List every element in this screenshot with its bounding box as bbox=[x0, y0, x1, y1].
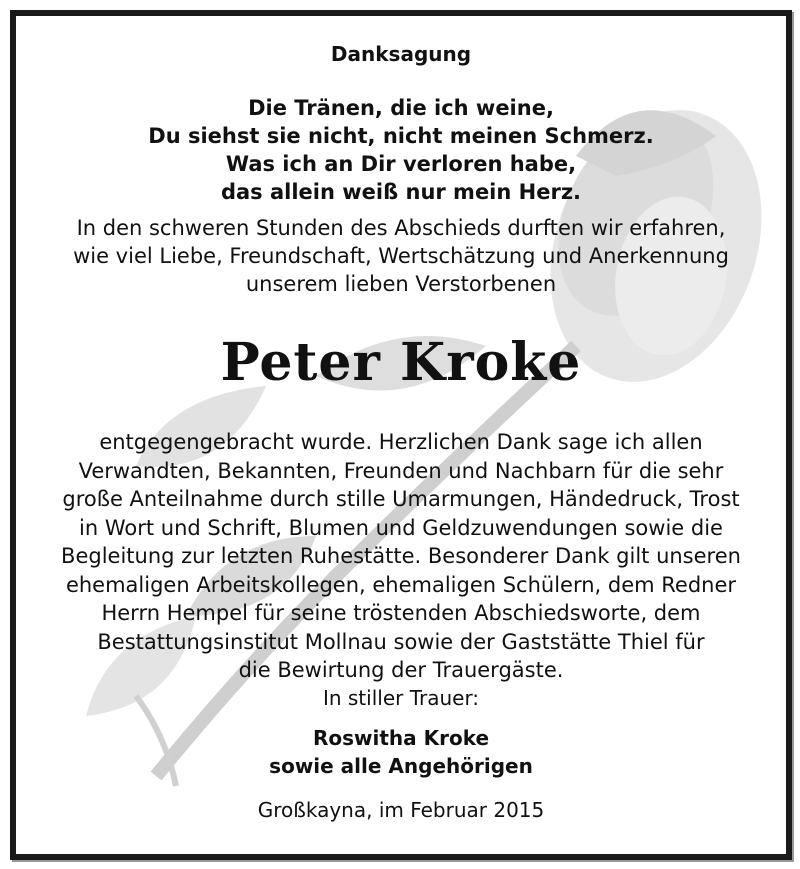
body-line: große Anteilnahme durch stille Umarmungen, Händedruck, Trost bbox=[62, 487, 740, 511]
poem-line: Was ich an Dir verloren habe, bbox=[225, 152, 577, 176]
body-line: Bestattungsinstitut Mollnau sowie der Gaststätte Thiel für bbox=[97, 629, 705, 654]
body-text bbox=[16, 428, 786, 685]
poem-line: das allein weiß nur mein Herz. bbox=[220, 180, 582, 204]
closing-line: In stiller Trauer: bbox=[322, 686, 480, 710]
intro-text bbox=[16, 214, 786, 298]
intro-line: wie viel Liebe, Freundschaft, Wertschätzung und Anerkennung bbox=[73, 244, 729, 268]
intro-line: unserem lieben Verstorbenen bbox=[245, 272, 557, 296]
body-line: ehemaligen Arbeitskollegen, ehemaligen Schülern, dem Redner bbox=[65, 572, 737, 597]
body-line: Begleitung zur letzten Ruhestätte. Besonderer Dank gilt unseren bbox=[61, 544, 741, 568]
body-line: entgegengebracht wurde. Herzlichen Dank sage ich allen bbox=[99, 430, 703, 454]
signature bbox=[16, 724, 786, 780]
deceased-name: Peter Kroke bbox=[220, 332, 582, 393]
body-line: die Bewirtung der Trauergäste. bbox=[238, 658, 564, 682]
poem-line: Du siehst sie nicht, nicht meinen Schmerz. bbox=[148, 124, 654, 148]
signature-family: sowie alle Angehörigen bbox=[269, 754, 533, 778]
body-line: Verwandten, Bekannten, Freunden und Nachbarn für die sehr bbox=[78, 458, 724, 483]
poem-line: Die Tränen, die ich weine, bbox=[248, 96, 554, 120]
signature-name: Roswitha Kroke bbox=[312, 726, 490, 750]
place-date: Großkayna, im Februar 2015 bbox=[257, 798, 545, 822]
body-line: in Wort und Schrift, Blumen und Geldzuwendungen sowie die bbox=[79, 515, 723, 540]
heading: Danksagung bbox=[330, 42, 472, 66]
notice-frame bbox=[10, 10, 792, 860]
intro-line: In den schweren Stunden des Abschieds durften wir erfahren, bbox=[76, 216, 726, 240]
body-line: Herrn Hempel für seine tröstenden Abschiedsworte, dem bbox=[101, 601, 701, 625]
poem bbox=[16, 94, 786, 206]
